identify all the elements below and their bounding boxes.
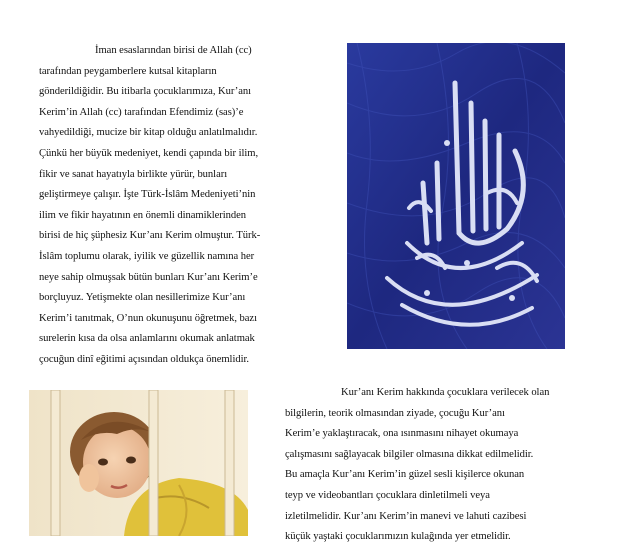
paragraph-quran-importance [39, 41, 329, 371]
paragraph2-line: Kerim’e yaklaştıracak, ona ısınmasını nihayet okumaya [285, 428, 519, 440]
paragraph1-line: İslâm toplumu olarak, iyilik ve güzellik namına her [39, 250, 255, 262]
paragraph1-line: ilim ve fikir hayatının en önemli dinamiklerinden [39, 209, 247, 221]
paragraph2-line: bilgilerin, teorik olmasından ziyade, çocuğu Kur’anı [285, 407, 505, 419]
paragraph-teaching-children [285, 383, 605, 548]
paragraph2-line: çalışmasını sağlayacak bilgiler olmasına dikkat edilmelidir. [285, 448, 534, 460]
paragraph1-line: fikir ve sanat hayatıyla birlikte yürür, bunları [39, 168, 228, 180]
child-photo-image [29, 390, 248, 536]
paragraph1-line: Kerim’in Allah (cc) tarafından Efendimiz (sas)’e [39, 106, 244, 118]
paragraph1-line: çocuğun dinî eğitimi açısından oldukça önemlidir. [39, 353, 249, 365]
paragraph1-line: Kerim’i tanıtmak, O’nun okunuşunu öğretmek, bazı [39, 312, 257, 324]
paragraph1-line: neye sahip olmuşsak bütün bunları Kur’anı Kerim’e [39, 271, 258, 283]
paragraph1-line: surelerin kısa da olsa anlamlarını okumak anlatmak [39, 333, 255, 345]
paragraph1-line: birisi de hiç şüphesiz Kur’anı Kerim olmuştur. Türk- [39, 230, 261, 242]
paragraph1-line: geliştirmeye çalışır. İşte Türk-İslâm Medeniyeti’nin [39, 189, 256, 201]
paragraph2-line: izletilmelidir. Kur’anı Kerim’in manevi ve lahuti cazibesi [285, 510, 527, 522]
arabic-calligraphy-image [347, 43, 565, 349]
paragraph1-line: İman esaslarından birisi de Allah (cc) [95, 45, 252, 56]
paragraph2-line: Bu amaçla Kur’anı Kerim’in güzel sesli kişilerce okunan [285, 469, 525, 481]
paragraph2-line: küçük yaştaki çocuklarımızın kulağında yer etmelidir. [285, 531, 511, 543]
paragraph1-line: Çünkü her büyük medeniyet, kendi çapında bir ilim, [39, 147, 259, 159]
paragraph1-line: tarafından peygamberlere kutsal kitapların [39, 65, 217, 77]
paragraph1-line: vahyedildiği, mucize bir kitap olduğu anlatılmalıdır. [39, 127, 258, 139]
paragraph2-line: Kur’anı Kerim hakkında çocuklara verilecek olan [341, 387, 550, 398]
paragraph2-line: teyp ve videobantları çocuklara dinletilmeli veya [285, 489, 490, 501]
paragraph1-line: borçluyuz. Yetişmekte olan nesillerimize Kur’anı [39, 292, 246, 304]
paragraph1-line: gönderildiğidir. Bu itibarla çocuklarımıza, Kur’anı [39, 86, 252, 98]
